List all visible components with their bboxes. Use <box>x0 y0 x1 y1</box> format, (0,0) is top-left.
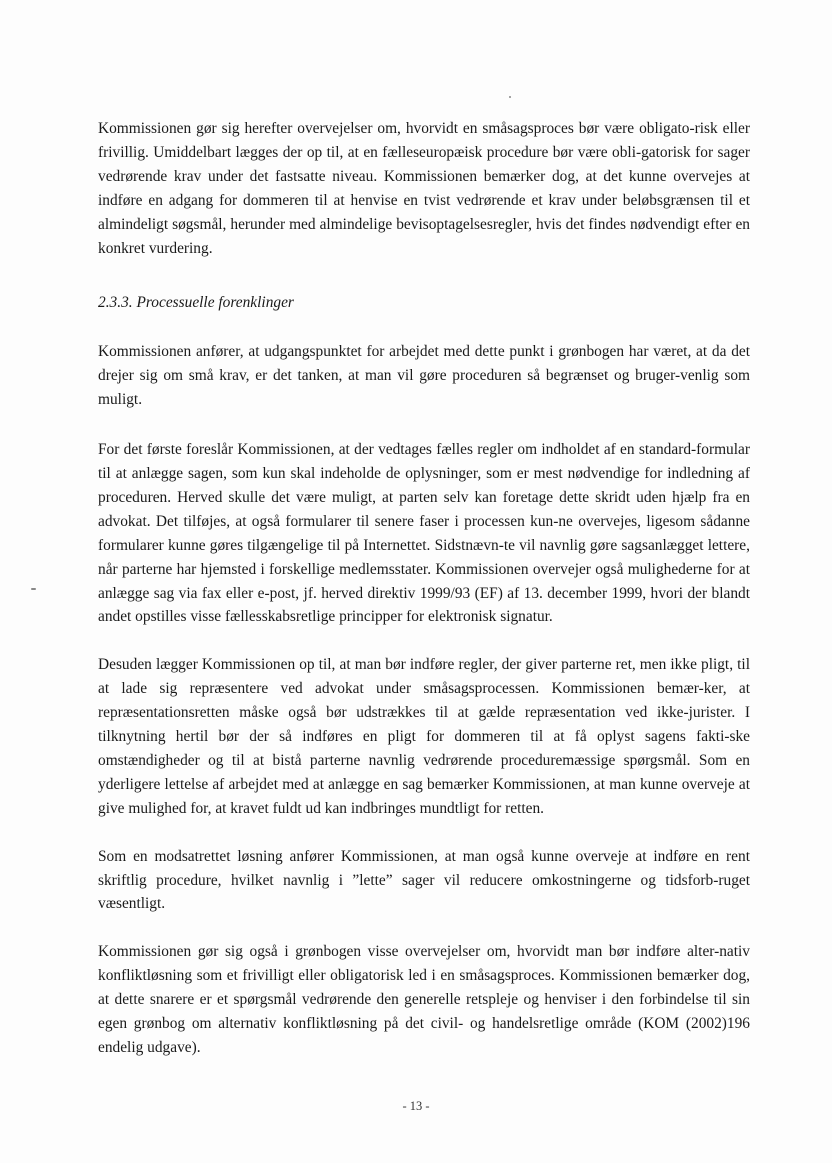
paragraph-written-procedure: Som en modsatrettet løsning anfører Kommissionen, at man også kunne overveje at indføre en rent skriftlig procedure, hvilket navnlig i ”lette” sager vil reducere omkostningerne og tidsforb-ruget væsentligt. <box>98 847 750 913</box>
paragraph-alternative-dispute-resolution: Kommissionen gør sig også i grønbogen visse overvejelser om, hvorvidt man bør indføre alter-nativ konfliktløsning som et frivilligt eller obligatorisk led i en småsagsproces. Kommissionen bemærker dog, at dette snarere er et spørgsmål vedrørende den generelle retspleje og henviser i den forbindelse til sin egen grønbog om alternativ konfliktløsning på det civil- og handelsretlige område (KOM (2002)196 endelig udgave). <box>98 943 750 1056</box>
paragraph-starting-point: Kommissionen anfører, at udgangspunktet for arbejdet med dette punkt i grønbogen har været, at da det drejer sig om små krav, er det tanken, at man vil gøre proceduren så begrænset og bruger-venlig som muligt. <box>98 343 750 409</box>
paragraph-standard-form: For det første foreslår Kommissionen, at der vedtages fælles regler om indholdet af en standard-formular til at anlægge sagen, som kun skal indeholde de oplysninger, som er mest nødvendige for indledning af proceduren. Herved skulle det være muligt, at parten selv kan foretage dette skridt uden hjælp fra en advokat. Det tilføjes, at også formularer til senere faser i processen kun-ne overvejes, ligesom sådanne formularer kunne gøres tilgængelige til på Internettet. Sidstnævn-te vil navnlig gøre sagsanlægget lettere, når parterne har hjemsted i forskellige medlemsstater. Kommissionen overvejer også mulighederne for at anlægge sag via fax eller e-post, jf. herved direktiv 1999/93 (EF) af 13. december 1999, hvori der blandt andet opstilles visse fællesskabsretlige principper for elektronisk signatur. <box>98 441 750 626</box>
paragraph-representation: Desuden lægger Kommissionen op til, at man bør indføre regler, der giver parterne ret, men ikke pligt, til at lade sig repræsentere ved advokat under småsagsprocessen. Kommissionen bemær-ker, at repræsentationsretten måske også bør udstrækkes til at gælde repræsentation ved ikke-jurister. I tilknytning hertil bør der så indføres en pligt for dommeren til at få oplyst sagens fakti-ske omstændigheder og til at bistå parterne navnlig vedrørende proceduremæssige spørgsmål. Som en yderligere lettelse af arbejdet med at anlægge en sag bemærker Kommissionen, at man kunne overveje at give mulighed for, at kravet fuldt ud kan indbringes mundtligt for retten. <box>98 656 750 817</box>
scan-speck <box>31 588 36 590</box>
paragraph-voluntary-or-mandatory: Kommissionen gør sig herefter overvejelser om, hvorvidt en småsagsproces bør være obligato-risk eller frivillig. Umiddelbart lægges der op til, at en fælleseuropæisk procedure bør være obli-gatorisk for sager vedrørende krav under det fastsatte niveau. Kommissionen bemærker dog, at det kunne overvejes at indføre en adgang for dommeren til at henvise en tvist vedrørende et krav under beløbsgrænsen til et almindeligt søgsmål, herunder med almindelige bevisoptagelsesregler, hvis det findes nødvendigt efter en konkret vurdering. <box>98 120 750 257</box>
document-body <box>98 117 750 1060</box>
page-number: - 13 - <box>402 1099 430 1113</box>
scan-speck <box>509 96 511 98</box>
section-heading: 2.3.3. Processuelle forenklinger <box>98 294 294 312</box>
